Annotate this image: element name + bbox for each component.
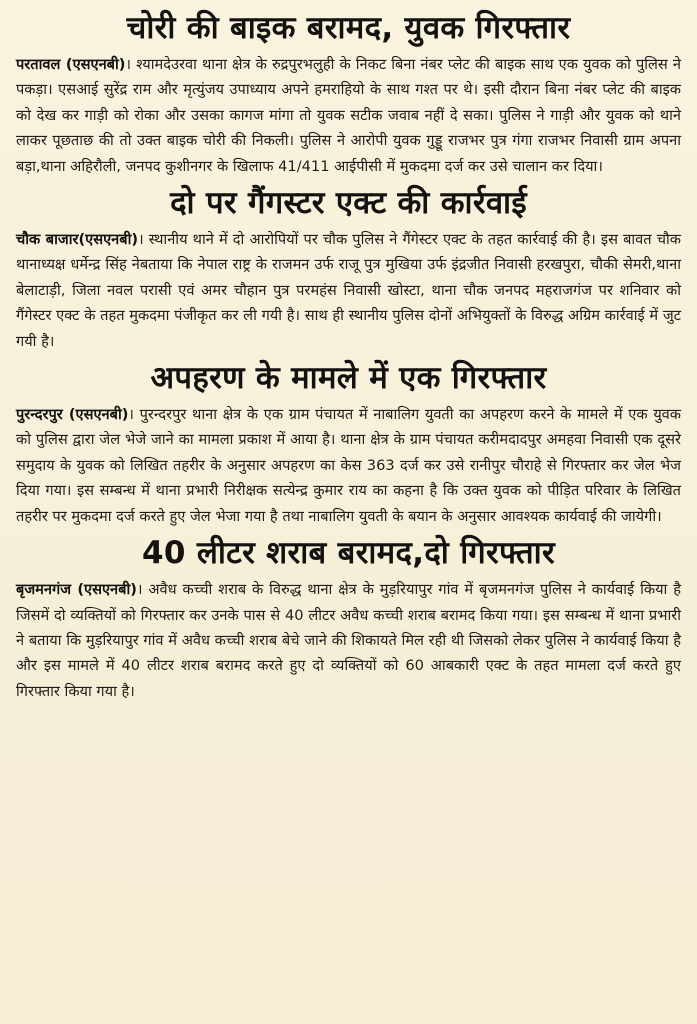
article-body: [16, 402, 681, 529]
body-text: । श्यामदेउरवा थाना क्षेत्र के रुद्रपुरभलुही के निकट बिना नंबर प्लेट की बाइक साथ एक युवक को पुलिस ने पकड़ा। एसआई सुरेंद्र राम और मृत्युंजय उपाध्याय अपने हमराहियो के साथ गश्त पर थे। इसी दौरान बिना नंबर प्लेट की बाइक को देख कर गाड़ी को रोका और उसका कागज मांगा तो युवक सटीक जवाब नहीं दे सका। पुलिस ने गाड़ी और युवक को थाने लाकर पूछताछ की तो उक्त बाइक चोरी की निकली। पुलिस ने आरोपी युवक गुड्डू राजभर पुत्र गंगा राजभर निवासी ग्राम अपना बड़ा,थाना अहिरौली, जनपद कुशीनगर के खिलाफ 41/411 आईपीसी में मुकदमा दर्ज कर उसे चालान कर दिया।: [16, 56, 681, 175]
body-text: । पुरन्दरपुर थाना क्षेत्र के एक ग्राम पंचायत में नाबालिग युवती का अपहरण करने के मामले में एक युवक को पुलिस द्वारा जेल भेजे जाने का मामला प्रकाश में आया है। थाना क्षेत्र के ग्राम पंचायत करीमदादपुर अमहवा निवासी एक दूसरे समुदाय के युवक को लिखित तहरीर के अनुसार अपहरण का केस 363 दर्ज कर उसे रानीपुर चौराहे से गिरफ्तार कर जेल भेज दिया गया। इस सम्बन्ध में थाना प्रभारी निरीक्षक सत्येन्द्र कुमार राय का कहना है कि उक्त युवक को पीड़ित परिवार के लिखित तहरीर पर मुकदमा दर्ज करते हुए जेल भेजा गया है तथा नाबालिग युवती के बयान के अनुसार आवश्यक कार्यवाई की जायेगी।: [16, 406, 681, 525]
body-text: । अवैध कच्ची शराब के विरुद्ध थाना क्षेत्र के मुड़रियापुर गांव में बृजमनगंज पुलिस ने कार्यवाई किया है जिसमें दो व्यक्तियों को गिरफ्तार कर उनके पास से 40 लीटर अवैध कच्ची शराब बरामद किया गया। इस सम्बन्ध में थाना प्रभारी ने बताया कि मुड़रियापुर गांव में अवैध कच्ची शराब बेचे जाने की शिकायते मिल रही थी जिसको लेकर पुलिस ने कार्यवाई किया है और इस मामले में 40 लीटर शराब बरामद करते हुए दो व्यक्तियों को 60 आबकारी एक्ट के तहत मामला दर्ज करते हुए गिरफ्तार किया गया है।: [16, 581, 681, 700]
article-body: [16, 227, 681, 354]
article-body: [16, 577, 681, 704]
dateline: पुरन्दरपुर (एसएनबी): [16, 406, 129, 424]
dateline: चौक बाजार(एसएनबी): [16, 231, 139, 249]
dateline: बृजमनगंज (एसएनबी): [16, 581, 137, 599]
headline: दो पर गैंगस्टर एक्ट की कार्रवाई: [170, 185, 527, 222]
dateline: परतावल (एसएनबी): [16, 56, 126, 73]
headline: चोरी की बाइक बरामद, युवक गिरफ्तार: [126, 10, 571, 46]
article-stolen-bike: [16, 4, 681, 179]
article-gangster-act: [16, 179, 681, 354]
headline: अपहरण के मामले में एक गिरफ्तार: [150, 360, 547, 397]
article-body: [16, 52, 681, 179]
article-liquor-seizure: [16, 529, 681, 704]
body-text: । स्थानीय थाने में दो आरोपियों पर चौक पुलिस ने गैंगेस्टर एक्ट के तहत कार्रवाई की है। इस बावत चौक थानाध्यक्ष धर्मेन्द्र सिंह नेबताया कि नेपाल राष्ट्र के राजमन उर्फ राजू पुत्र मुखिया उर्फ इंद्रजीत निवासी हरखपुरा, चौकी सेमरी,थाना बेलाटाड़ी, जिला नवल परासी एवं अमर चौहान पुत्र परमहंस निवासी खोस्टा, थाना चौक जनपद महराजगंज पर शनिवार को गैंगेस्टर एक्ट के तहत मुकदमा पंजीकृत कर ली गयी है। साथ ही स्थानीय पुलिस दोनों अभियुक्तों के विरुद्ध अग्रिम कार्रवाई में जुट गयी है।: [16, 231, 681, 350]
article-kidnapping: [16, 354, 681, 529]
headline: 40 लीटर शराब बरामद,दो गिरफ्तार: [142, 535, 555, 572]
